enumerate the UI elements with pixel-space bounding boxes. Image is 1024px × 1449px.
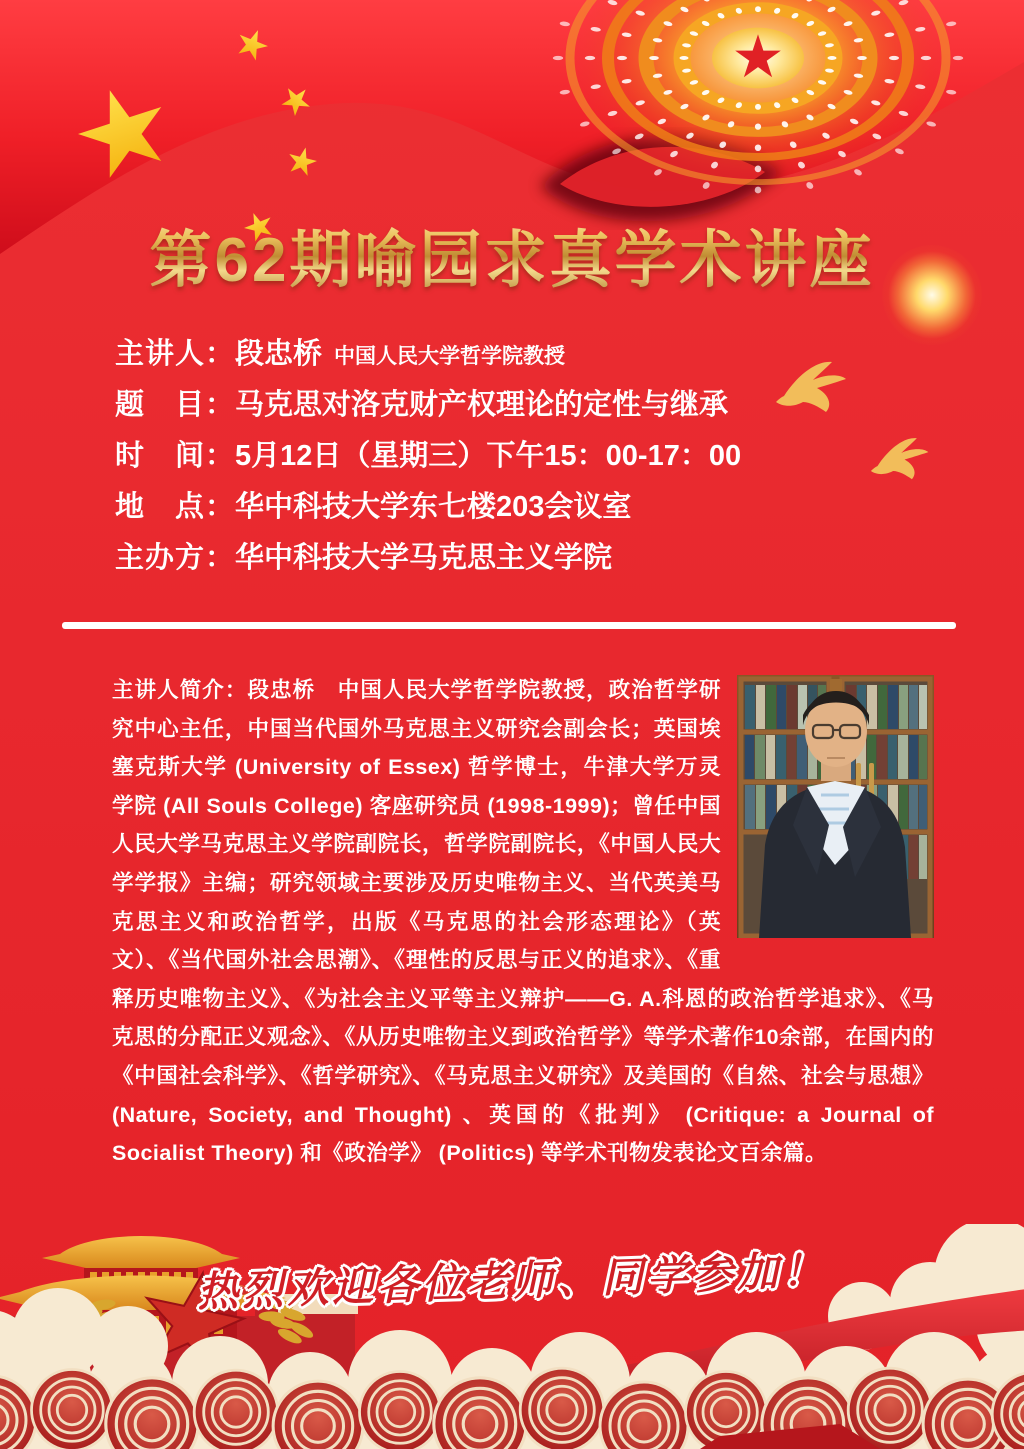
topic-label: 题 目： (115, 389, 236, 421)
dove-icon (776, 362, 928, 479)
host-value: 华中科技大学马克思主义学院 (235, 542, 613, 574)
info-row-speaker (115, 334, 741, 385)
section-divider (62, 622, 956, 629)
lecture-info (115, 334, 741, 589)
topic-value: 马克思对洛克财产权理论的定性与继承 (235, 389, 729, 421)
info-row-place (115, 487, 741, 538)
speaker-name: 段忠桥 (235, 338, 323, 370)
poster-title: 第62期喻园求真学术讲座 (0, 210, 1024, 299)
host-label: 主办方： (115, 542, 236, 574)
speaker-photo (737, 675, 934, 938)
speaker-affiliation: 中国人民大学哲学院教授 (334, 345, 566, 368)
place-value: 华中科技大学东七楼203会议室 (235, 491, 632, 523)
info-row-time (115, 436, 741, 487)
time-label: 时 间： (115, 440, 236, 472)
welcome-text: 热烈欢迎各位老师、同学参加！ (196, 1247, 828, 1315)
place-label: 地 点： (115, 491, 236, 523)
bio-text: 主讲人简介：段忠桥 中国人民大学哲学院教授，政治哲学研究中心主任，中国当代国外马克思主义研究会副会长；英国埃塞克斯大学 (University of Essex) 哲学博士，牛津大学万灵学院 (All Souls College) 客座研究员 (1998-1999)；曾任中国人民大学马克思主义学院副院长，哲学院副院长，《中国人民大学学报》主编；研究领域主要涉及历史唯物主义、当代英美马克思主义和政治哲学，出版《马克思的社会形态理论》（英文）、《当代国外社会思潮》、《理性的反思与正义的追求》、《重释历史唯物主义》、《为社会主义平等主义辩护——G. A.科恩的政治哲学追求》、《马克思的分配正义观念》、《从历史唯物主义到政治哲学》等学术著作10余部，在国内的《中国社会科学》、《哲学研究》、《马克思主义研究》及美国的《自然、社会与思想》 (Nature, Society, and Thought) 、英国的《批判》 (Critique: a Journal of Socialist Theory) 和《政治学》 (Politics) 等学术刊物发表论文百余篇。 (112, 678, 934, 1166)
doves-decoration (770, 352, 950, 482)
speaker-bio (112, 671, 934, 1173)
info-row-host (115, 538, 741, 589)
info-row-topic (115, 385, 741, 436)
time-value: 5月12日（星期三）下午15：00-17：00 (235, 440, 742, 472)
speaker-label: 主讲人： (115, 338, 236, 370)
